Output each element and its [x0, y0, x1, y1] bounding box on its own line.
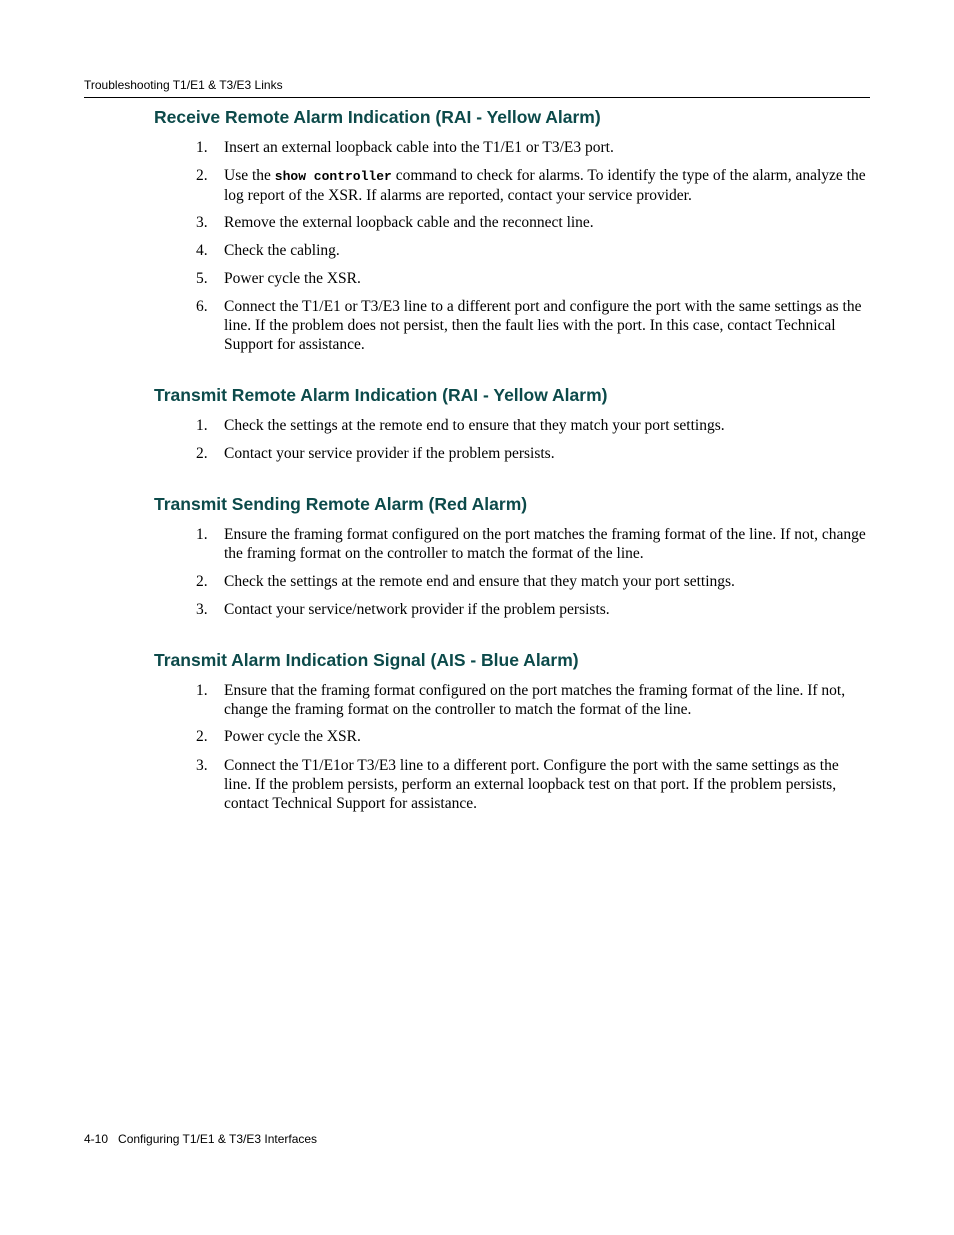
step-text: Power cycle the XSR. [224, 270, 361, 287]
page-number: 4-10 [84, 1132, 109, 1146]
step-text: Ensure that the framing format configured on the port matches the framing format of the line. If not, change the framing format on the controller to match the format of the line. [224, 682, 846, 718]
running-footer [84, 1132, 317, 1146]
step-text: Contact your service provider if the problem persists. [224, 445, 555, 462]
step-number: 3. [196, 214, 208, 231]
section-heading-red-alarm: Transmit Sending Remote Alarm (Red Alarm) [154, 494, 528, 514]
step-number: 1. [196, 682, 208, 699]
step-text: Check the settings at the remote end to ensure that they match your port settings. [224, 417, 725, 434]
command-code: show controller [274, 169, 392, 184]
step-number: 1. [196, 139, 208, 156]
step-text: Insert an external loopback cable into the T1/E1 or T3/E3 port. [224, 139, 614, 156]
step-text: Ensure the framing format configured on the port matches the framing format of the line. If not, change the framing format on the controller to match the format of the line. [224, 526, 866, 562]
running-header: Troubleshooting T1/E1 & T3/E3 Links [84, 78, 283, 92]
step-text: Power cycle the XSR. [224, 728, 361, 745]
step-number: 6. [196, 298, 208, 315]
step-text: Check the cabling. [224, 242, 340, 259]
section-heading-receive-rai: Receive Remote Alarm Indication (RAI - Yellow Alarm) [154, 107, 601, 127]
step-text-pre: Use the [224, 167, 275, 184]
step-number: 2. [196, 445, 208, 462]
step-text [224, 166, 869, 205]
section-heading-transmit-rai: Transmit Remote Alarm Indication (RAI - Yellow Alarm) [154, 385, 608, 405]
step-number: 3. [196, 757, 208, 774]
header-divider [84, 97, 870, 98]
step-number: 1. [196, 417, 208, 434]
step-text: Connect the T1/E1or T3/E3 line to a different port. Configure the port with the same settings as the line. If the problem persists, perform an external loopback test on that port. If the problem persists, contact Technical Support for assistance. [224, 757, 839, 812]
step-number: 4. [196, 242, 208, 259]
step-number: 2. [196, 728, 208, 745]
step-number: 1. [196, 526, 208, 543]
section-heading-blue-alarm: Transmit Alarm Indication Signal (AIS - Blue Alarm) [154, 650, 579, 670]
step-number: 3. [196, 601, 208, 618]
step-text: Remove the external loopback cable and the reconnect line. [224, 214, 594, 231]
step-number: 5. [196, 270, 208, 287]
step-number: 2. [196, 573, 208, 590]
step-text: Check the settings at the remote end and ensure that they match your port settings. [224, 573, 735, 590]
step-text: Connect the T1/E1 or T3/E3 line to a different port and configure the port with the same settings as the line. If the problem does not persist, then the fault lies with the port. In this case, contact Technical Support for assistance. [224, 298, 862, 353]
step-number: 2. [196, 167, 208, 184]
step-text-post: command to check for alarms. To identify the type of the alarm, analyze the log report of the XSR. If alarms are reported, contact your service provider. [224, 167, 866, 204]
step-text: Contact your service/network provider if the problem persists. [224, 601, 610, 618]
chapter-title: Configuring T1/E1 & T3/E3 Interfaces [118, 1132, 318, 1146]
